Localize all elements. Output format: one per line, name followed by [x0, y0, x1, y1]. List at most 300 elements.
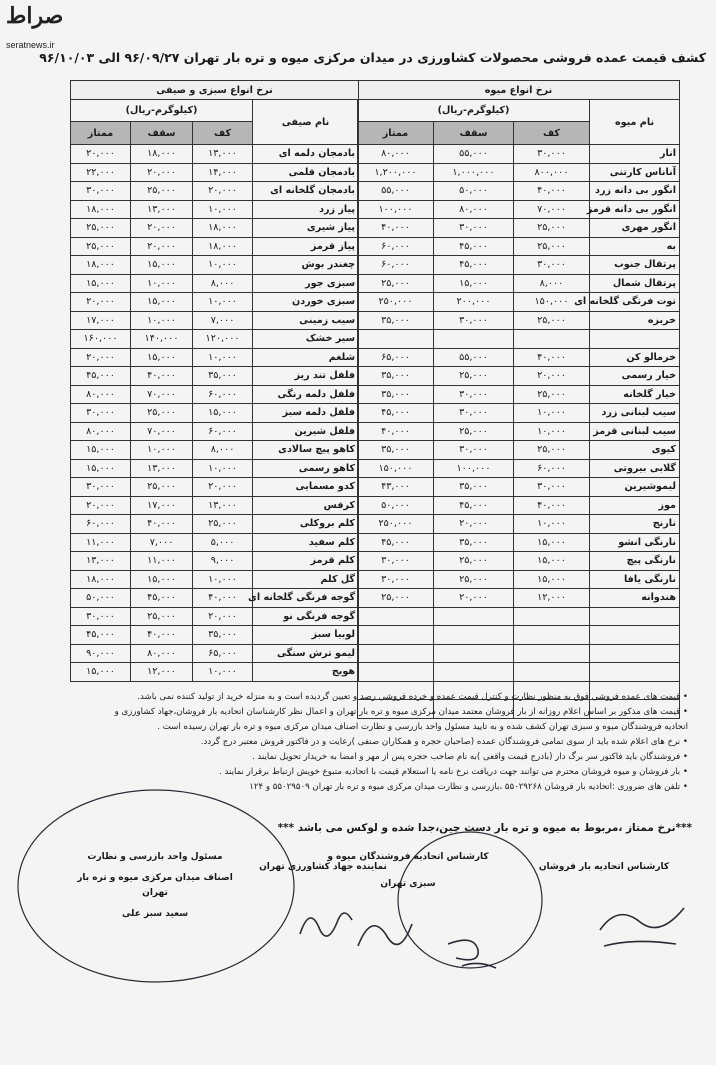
veg-price-min: ۲۰,۰۰۰: [193, 478, 253, 497]
fruit-price-premium: ۵۰,۰۰۰: [357, 496, 433, 515]
fruit-item-name: [590, 663, 680, 682]
veg-row: [71, 533, 359, 552]
veg-price-premium: ۳۰,۰۰۰: [71, 607, 131, 626]
fruit-price-premium: ۲۵۰,۰۰۰: [357, 293, 433, 312]
fruit-price-min: ۲۵,۰۰۰: [514, 385, 590, 404]
veg-price-min: ۴۰,۰۰۰: [193, 589, 253, 608]
fruit-col-premium: ممتاز: [357, 122, 433, 145]
fruit-price-min: ۴۰,۰۰۰: [514, 182, 590, 201]
veg-price-premium: ۳۰,۰۰۰: [71, 182, 131, 201]
veg-unit-header: (کیلوگرم-ریال): [71, 100, 253, 122]
fruit-price-max: ۲۵,۰۰۰: [434, 367, 514, 386]
fruit-price-max: ۱۵,۰۰۰: [434, 274, 514, 293]
fruit-price-min: ۸,۰۰۰: [514, 274, 590, 293]
fruit-price-premium: ۱۵۰,۰۰۰: [357, 459, 433, 478]
fruit-item-name: کیوی: [590, 441, 680, 460]
veg-price-min: ۱۸,۰۰۰: [193, 219, 253, 238]
veg-price-min: ۵,۰۰۰: [193, 533, 253, 552]
veg-price-premium: ۱۶۰,۰۰۰: [71, 330, 131, 349]
fruit-row: [357, 552, 679, 571]
fruit-price-min: [514, 330, 590, 349]
fruit-price-min: [514, 626, 590, 645]
fruit-price-max: ۲۰,۰۰۰: [434, 515, 514, 534]
fruit-price-min: ۴۰,۰۰۰: [514, 348, 590, 367]
fruit-item-name: خرمالو کن: [590, 348, 680, 367]
fruit-price-min: ۲۵,۰۰۰: [514, 219, 590, 238]
veg-price-min: ۱۳,۰۰۰: [193, 496, 253, 515]
veg-item-name: سیر خشک: [253, 330, 359, 349]
veg-row: [71, 237, 359, 256]
veg-row: [71, 385, 359, 404]
fruit-price-premium: ۶۰,۰۰۰: [357, 256, 433, 275]
fruit-price-max: ۳۰,۰۰۰: [434, 311, 514, 330]
veg-row: [71, 274, 359, 293]
fruit-price-min: ۱۰,۰۰۰: [514, 515, 590, 534]
fruit-item-name: انگور مهری: [590, 219, 680, 238]
veg-price-premium: ۱۷,۰۰۰: [71, 311, 131, 330]
veg-price-max: ۴۰,۰۰۰: [131, 626, 193, 645]
fruit-price-max: ۳۰,۰۰۰: [434, 385, 514, 404]
veg-price-min: ۲۰,۰۰۰: [193, 607, 253, 626]
fruit-item-name: گلابی بیروتی: [590, 459, 680, 478]
footnote: اتحادیه فروشندگان میوه و سبزی تهران کشف شده و به تایید مسئول واحد بازرسی و نظارت اصناف میدان مرکزی میوه و تره بار تهران رسیده است .: [157, 722, 688, 732]
veg-price-max: ۸۰,۰۰۰: [131, 644, 193, 663]
veg-price-min: ۱۲۰,۰۰۰: [193, 330, 253, 349]
veg-row: [71, 219, 359, 238]
veg-item-name: فلفل دلمه سبز: [253, 404, 359, 423]
fruit-item-name: [590, 607, 680, 626]
fruit-row: [357, 607, 679, 626]
veg-row: [71, 404, 359, 423]
vegetable-price-table: [70, 80, 359, 682]
veg-row: [71, 200, 359, 219]
fruit-item-name: پرتقال جنوب: [590, 256, 680, 275]
veg-item-name: گوجه فرنگی نو: [253, 607, 359, 626]
veg-row: [71, 459, 359, 478]
veg-name-header: نام صیفی: [253, 100, 359, 145]
veg-price-max: ۱۰,۰۰۰: [131, 274, 193, 293]
veg-item-name: کلم قرمز: [253, 552, 359, 571]
fruit-price-premium: ۳۰,۰۰۰: [357, 570, 433, 589]
veg-row: [71, 163, 359, 182]
veg-price-premium: ۱۳,۰۰۰: [71, 552, 131, 571]
fruit-row: [357, 533, 679, 552]
veg-price-premium: ۲۰,۰۰۰: [71, 348, 131, 367]
fruit-item-name: آناناس کارتنی: [590, 163, 680, 182]
veg-price-max: ۱۵,۰۰۰: [131, 293, 193, 312]
fruit-price-premium: ۴۵,۰۰۰: [357, 533, 433, 552]
fruit-price-min: ۳۰,۰۰۰: [514, 145, 590, 164]
fruit-price-max: ۴۵,۰۰۰: [434, 237, 514, 256]
fruit-price-max: ۵۵,۰۰۰: [434, 348, 514, 367]
veg-price-max: ۱۳,۰۰۰: [131, 459, 193, 478]
fruit-price-min: ۳۰,۰۰۰: [514, 478, 590, 497]
fruit-price-min: [514, 644, 590, 663]
fruit-price-min: ۷۰,۰۰۰: [514, 200, 590, 219]
veg-price-max: ۲۵,۰۰۰: [131, 478, 193, 497]
fruit-row: [357, 182, 679, 201]
veg-item-name: بادمجان قلمی: [253, 163, 359, 182]
fruit-col-min: کف: [514, 122, 590, 145]
veg-row: [71, 422, 359, 441]
veg-price-max: ۱۵,۰۰۰: [131, 348, 193, 367]
fruit-price-max: ۳۵,۰۰۰: [434, 533, 514, 552]
veg-item-name: سبزی جور: [253, 274, 359, 293]
fruit-price-max: ۸۰,۰۰۰: [434, 200, 514, 219]
veg-price-min: ۱۰,۰۰۰: [193, 348, 253, 367]
veg-price-max: ۷۰,۰۰۰: [131, 385, 193, 404]
veg-price-max: ۲۵,۰۰۰: [131, 607, 193, 626]
fruit-price-premium: [357, 663, 433, 682]
veg-price-premium: ۲۰,۰۰۰: [71, 496, 131, 515]
footnotes: [40, 690, 688, 795]
veg-price-max: ۱۵,۰۰۰: [131, 256, 193, 275]
fruit-row: [357, 663, 679, 682]
veg-item-name: فلفل شیرین: [253, 422, 359, 441]
fruit-price-premium: ۶۰,۰۰۰: [357, 237, 433, 256]
veg-price-max: ۴۰,۰۰۰: [131, 367, 193, 386]
veg-row: [71, 256, 359, 275]
fruit-price-max: ۴۵,۰۰۰: [434, 256, 514, 275]
fruit-price-max: ۲۰۰,۰۰۰: [434, 293, 514, 312]
fruit-price-premium: [357, 626, 433, 645]
fruit-row: [357, 404, 679, 423]
fruit-price-premium: ۲۵,۰۰۰: [357, 589, 433, 608]
veg-price-min: ۸,۰۰۰: [193, 274, 253, 293]
fruit-name-header: نام میوه: [590, 100, 680, 145]
veg-row: [71, 570, 359, 589]
veg-item-name: لوبیا سبز: [253, 626, 359, 645]
footnote: • فروشندگان باید فاکتور سر برگ دار (بادرج قیمت واقعی )به نام صاحب حجره پس از مهر و امضا به خریدار تحویل نمایند .: [251, 752, 688, 762]
veg-price-premium: ۲۵,۰۰۰: [71, 237, 131, 256]
veg-price-min: ۱۰,۰۰۰: [193, 663, 253, 682]
signatures: [0, 870, 716, 1060]
fruit-price-min: [514, 663, 590, 682]
veg-row: [71, 367, 359, 386]
signature-jihad: [300, 913, 352, 936]
fruit-price-premium: ۳۵,۰۰۰: [357, 385, 433, 404]
fruit-price-min: ۱۵,۰۰۰: [514, 533, 590, 552]
veg-price-premium: ۶۰,۰۰۰: [71, 515, 131, 534]
fruit-price-premium: ۲۵,۰۰۰: [357, 274, 433, 293]
veg-price-min: ۱۰,۰۰۰: [193, 200, 253, 219]
veg-price-premium: ۳۰,۰۰۰: [71, 478, 131, 497]
fruit-item-name: نارنگی پیچ: [590, 552, 680, 571]
fruit-row: [357, 496, 679, 515]
fruit-price-min: ۲۵,۰۰۰: [514, 441, 590, 460]
fruit-row: [357, 311, 679, 330]
veg-price-premium: ۲۵,۰۰۰: [71, 219, 131, 238]
signature-fruit-union: [448, 940, 496, 968]
fruit-price-max: [434, 644, 514, 663]
fruit-row: [357, 367, 679, 386]
veg-price-min: ۶۰,۰۰۰: [193, 422, 253, 441]
signature-bar-union: [600, 908, 684, 946]
fruit-price-premium: ۳۵,۰۰۰: [357, 367, 433, 386]
fruit-price-max: [434, 330, 514, 349]
fruit-row: [357, 385, 679, 404]
veg-item-name: پیاز قرمز: [253, 237, 359, 256]
veg-row: [71, 441, 359, 460]
veg-price-premium: ۱۱,۰۰۰: [71, 533, 131, 552]
veg-price-min: ۱۳,۰۰۰: [193, 145, 253, 164]
veg-price-max: ۱۸,۰۰۰: [131, 145, 193, 164]
stamp-outline-left: [18, 790, 294, 982]
veg-item-name: سیب زمینی: [253, 311, 359, 330]
footnote: • بار فروشان و میوه فروشان محترم می توانند جهت دریافت نرخ نامه یا استعلام قیمت با اتحادیه متبوع خویش ارتباط برقرار نمایند .: [219, 767, 688, 777]
veg-price-max: ۱۰,۰۰۰: [131, 441, 193, 460]
veg-price-premium: ۵۰,۰۰۰: [71, 589, 131, 608]
veg-row: [71, 478, 359, 497]
veg-row: [71, 293, 359, 312]
footnote: • قیمت های مذکور بر اساس اعلام روزانه از بار فروشان معتمد میدان مرکزی میوه و تره بار تهران و اعمال نظر کارشناسان اتحادیه بار فروشان،جهاد کشاورزی و: [114, 707, 688, 717]
fruit-price-min: ۱۵۰,۰۰۰: [514, 293, 590, 312]
fruit-item-name: خربزه: [590, 311, 680, 330]
price-tables: [70, 80, 680, 684]
veg-price-max: ۷,۰۰۰: [131, 533, 193, 552]
fruit-item-name: انگور بی دانه زرد: [590, 182, 680, 201]
veg-price-min: ۱۴,۰۰۰: [193, 163, 253, 182]
fruit-row: [357, 330, 679, 349]
veg-price-premium: ۱۸,۰۰۰: [71, 200, 131, 219]
fruit-row: [357, 200, 679, 219]
signer-name: سعید سبز علی: [121, 909, 189, 919]
veg-price-premium: ۱۵,۰۰۰: [71, 459, 131, 478]
fruit-price-min: ۲۵,۰۰۰: [514, 311, 590, 330]
fruit-price-min: ۶۰,۰۰۰: [514, 459, 590, 478]
fruit-price-premium: [357, 644, 433, 663]
site-logo: [6, 4, 80, 48]
fruit-row: [357, 515, 679, 534]
fruit-price-premium: ۴۵,۰۰۰: [357, 404, 433, 423]
fruit-price-max: ۱۰۰,۰۰۰: [434, 459, 514, 478]
fruit-item-name: سیب لبنانی زرد: [590, 404, 680, 423]
fruit-item-name: نارنگی یافا: [590, 570, 680, 589]
veg-price-max: ۴۵,۰۰۰: [131, 589, 193, 608]
veg-price-max: ۱۷,۰۰۰: [131, 496, 193, 515]
veg-col-min: کف: [193, 122, 253, 145]
veg-price-max: ۱۵,۰۰۰: [131, 570, 193, 589]
fruit-price-premium: ۴۰,۰۰۰: [357, 219, 433, 238]
fruit-group-header: نرخ انواع میوه: [357, 81, 679, 100]
fruit-row: [357, 219, 679, 238]
veg-row: [71, 589, 359, 608]
fruit-row: [357, 478, 679, 497]
fruit-item-name: نارنگی انشو: [590, 533, 680, 552]
veg-price-premium: ۱۵,۰۰۰: [71, 441, 131, 460]
veg-price-min: ۶۵,۰۰۰: [193, 644, 253, 663]
veg-row: [71, 311, 359, 330]
veg-item-name: کرفس: [253, 496, 359, 515]
veg-price-premium: ۸۰,۰۰۰: [71, 422, 131, 441]
veg-price-premium: ۴۵,۰۰۰: [71, 367, 131, 386]
fruit-price-max: ۵۵,۰۰۰: [434, 145, 514, 164]
signer-title: نماینده جهاد کشاورزی تهران: [259, 862, 387, 872]
veg-price-max: ۱۳,۰۰۰: [131, 200, 193, 219]
fruit-price-premium: ۸۰,۰۰۰: [357, 145, 433, 164]
veg-price-max: ۷۰,۰۰۰: [131, 422, 193, 441]
veg-price-max: ۲۵,۰۰۰: [131, 404, 193, 423]
veg-price-max: ۴۰,۰۰۰: [131, 515, 193, 534]
veg-col-premium: ممتاز: [71, 122, 131, 145]
fruit-item-name: خیار گلخانه: [590, 385, 680, 404]
veg-price-min: ۶۰,۰۰۰: [193, 385, 253, 404]
fruit-item-name: [590, 644, 680, 663]
veg-price-premium: ۴۵,۰۰۰: [71, 626, 131, 645]
fruit-price-premium: ۴۰,۰۰۰: [357, 422, 433, 441]
veg-row: [71, 182, 359, 201]
fruit-price-max: ۴۵,۰۰۰: [434, 496, 514, 515]
fruit-price-min: ۱۰,۰۰۰: [514, 404, 590, 423]
veg-row: [71, 348, 359, 367]
veg-item-name: کلم سفید: [253, 533, 359, 552]
veg-price-premium: ۲۰,۰۰۰: [71, 145, 131, 164]
veg-item-name: هویج: [253, 663, 359, 682]
fruit-unit-header: (کیلوگرم-ریال): [357, 100, 589, 122]
fruit-item-name: پرتقال شمال: [590, 274, 680, 293]
footnote: • نرخ های اعلام شده باید از سوی تمامی فروشندگان عمده (صاحبان حجره و همکاران صنفی )رعایت و در فاکتور فروش معتبر درج گردد.: [200, 737, 688, 747]
veg-price-min: ۲۰,۰۰۰: [193, 182, 253, 201]
premium-rate-note: ***نرخ ممتاز ،مربوط به میوه و تره بار دست چین،جدا شده و لوکس می باشد ***: [277, 822, 692, 834]
fruit-price-premium: ۲۵۰,۰۰۰: [357, 515, 433, 534]
fruit-row: [357, 256, 679, 275]
veg-item-name: پیاز شیری: [253, 219, 359, 238]
veg-item-name: کدو مسمایی: [253, 478, 359, 497]
veg-price-premium: ۱۵,۰۰۰: [71, 663, 131, 682]
veg-col-max: سقف: [131, 122, 193, 145]
veg-item-name: بادمجان دلمه ای: [253, 145, 359, 164]
fruit-price-max: ۳۰,۰۰۰: [434, 219, 514, 238]
veg-price-max: ۱۴۰,۰۰۰: [131, 330, 193, 349]
fruit-item-name: خیار رسمی: [590, 367, 680, 386]
fruit-item-name: به: [590, 237, 680, 256]
fruit-price-min: ۱۰,۰۰۰: [514, 422, 590, 441]
fruit-row: [357, 274, 679, 293]
veg-price-premium: ۱۸,۰۰۰: [71, 256, 131, 275]
fruit-price-max: [434, 663, 514, 682]
fruit-item-name: هندوانه: [590, 589, 680, 608]
signer-title: اصناف میدان مرکزی میوه و تره بار تهران: [77, 873, 233, 898]
fruit-price-min: ۲۰,۰۰۰: [514, 367, 590, 386]
veg-price-min: ۲۵,۰۰۰: [193, 515, 253, 534]
veg-row: [71, 607, 359, 626]
veg-row: [71, 552, 359, 571]
veg-price-min: ۹,۰۰۰: [193, 552, 253, 571]
veg-row: [71, 644, 359, 663]
veg-item-name: بادمجان گلخانه ای: [253, 182, 359, 201]
veg-row: [71, 663, 359, 682]
veg-item-name: پیاز زرد: [253, 200, 359, 219]
fruit-row: [357, 459, 679, 478]
veg-price-min: ۱۰,۰۰۰: [193, 459, 253, 478]
veg-price-min: ۱۵,۰۰۰: [193, 404, 253, 423]
fruit-price-min: ۴۰,۰۰۰: [514, 496, 590, 515]
logo-mark: صراط: [6, 3, 64, 29]
fruit-price-min: ۲۵,۰۰۰: [514, 237, 590, 256]
veg-price-min: ۸,۰۰۰: [193, 441, 253, 460]
fruit-item-name: [590, 626, 680, 645]
veg-item-name: سبزی خوردن: [253, 293, 359, 312]
veg-price-min: ۷,۰۰۰: [193, 311, 253, 330]
fruit-price-min: ۱۵,۰۰۰: [514, 570, 590, 589]
veg-price-max: ۲۵,۰۰۰: [131, 182, 193, 201]
veg-price-max: ۱۰,۰۰۰: [131, 311, 193, 330]
fruit-price-premium: ۱,۲۰۰,۰۰۰: [357, 163, 433, 182]
fruit-price-premium: ۳۵,۰۰۰: [357, 441, 433, 460]
fruit-price-premium: ۴۳,۰۰۰: [357, 478, 433, 497]
fruit-price-max: ۲۵,۰۰۰: [434, 422, 514, 441]
veg-price-max: ۲۰,۰۰۰: [131, 237, 193, 256]
veg-price-max: ۲۰,۰۰۰: [131, 219, 193, 238]
fruit-row: [357, 145, 679, 164]
fruit-price-premium: [357, 607, 433, 626]
veg-item-name: لیمو ترش سنگی: [253, 644, 359, 663]
logo-site: seratnews.ir: [6, 40, 55, 50]
fruit-price-premium: ۳۰,۰۰۰: [357, 552, 433, 571]
fruit-row: [357, 441, 679, 460]
signer-title: کارشناس اتحادیه فروشندگان میوه و: [327, 852, 489, 862]
footnote: • تلفن های ضروری :اتحادیه بار فروشان ۵۵۰۲۹۲۶۸ ،بازرسی و نظارت میدان مرکزی میوه و تره بار تهران ۵۵۰۲۹۵۰۹ و ۱۲۴: [249, 782, 688, 792]
fruit-price-min: ۳۰,۰۰۰: [514, 256, 590, 275]
fruit-price-premium: [357, 330, 433, 349]
veg-price-min: ۳۵,۰۰۰: [193, 626, 253, 645]
veg-price-min: ۱۰,۰۰۰: [193, 570, 253, 589]
veg-price-premium: ۱۸,۰۰۰: [71, 570, 131, 589]
fruit-col-max: سقف: [434, 122, 514, 145]
veg-item-name: شلغم: [253, 348, 359, 367]
fruit-price-premium: ۳۵,۰۰۰: [357, 311, 433, 330]
fruit-item-name: [590, 330, 680, 349]
veg-price-min: ۳۵,۰۰۰: [193, 367, 253, 386]
veg-price-min: ۱۸,۰۰۰: [193, 237, 253, 256]
fruit-row: [357, 570, 679, 589]
fruit-item-name: سیب لبنانی قرمز: [590, 422, 680, 441]
veg-row: [71, 515, 359, 534]
fruit-price-premium: ۵۵,۰۰۰: [357, 182, 433, 201]
fruit-price-max: [434, 607, 514, 626]
fruit-price-min: ۸۰۰,۰۰۰: [514, 163, 590, 182]
footnote: • قیمت های عمده فروشی فوق به منظور نظارت و کنترل قیمت عمده و خرده فروشی رصد و تعیین گردیده است و به منزله خرید از تولید کننده نمی باشد.: [137, 692, 688, 702]
fruit-price-premium: ۶۵,۰۰۰: [357, 348, 433, 367]
page-title: کشف قیمت عمده فروشی محصولات کشاورزی در میدان مرکزی میوه و تره بار تهران ۹۶/۰۹/۲۷ الی ۹۶/۱۰/۰۳: [39, 50, 706, 65]
fruit-row: [357, 644, 679, 663]
fruit-price-min: ۱۵,۰۰۰: [514, 552, 590, 571]
fruit-price-max: ۳۰,۰۰۰: [434, 441, 514, 460]
veg-item-name: فلفل دلمه رنگی: [253, 385, 359, 404]
fruit-row: [357, 589, 679, 608]
veg-price-premium: ۳۰,۰۰۰: [71, 404, 131, 423]
veg-item-name: کاهو پیچ سالادی: [253, 441, 359, 460]
veg-row: [71, 145, 359, 164]
fruit-row: [357, 348, 679, 367]
fruit-price-max: ۲۵,۰۰۰: [434, 570, 514, 589]
fruit-price-max: [434, 626, 514, 645]
signer-title: سبزی تهران: [380, 879, 436, 889]
fruit-price-premium: ۱۰۰,۰۰۰: [357, 200, 433, 219]
fruit-price-min: ۱۲,۰۰۰: [514, 589, 590, 608]
fruit-row: [357, 237, 679, 256]
fruit-price-table: [357, 80, 680, 719]
veg-price-min: ۱۰,۰۰۰: [193, 256, 253, 275]
fruit-price-max: ۳۵,۰۰۰: [434, 478, 514, 497]
veg-price-premium: ۱۵,۰۰۰: [71, 274, 131, 293]
fruit-item-name: موز: [590, 496, 680, 515]
veg-item-name: کاهو رسمی: [253, 459, 359, 478]
veg-item-name: گل کلم: [253, 570, 359, 589]
veg-row: [71, 496, 359, 515]
veg-row: [71, 330, 359, 349]
veg-row: [71, 626, 359, 645]
